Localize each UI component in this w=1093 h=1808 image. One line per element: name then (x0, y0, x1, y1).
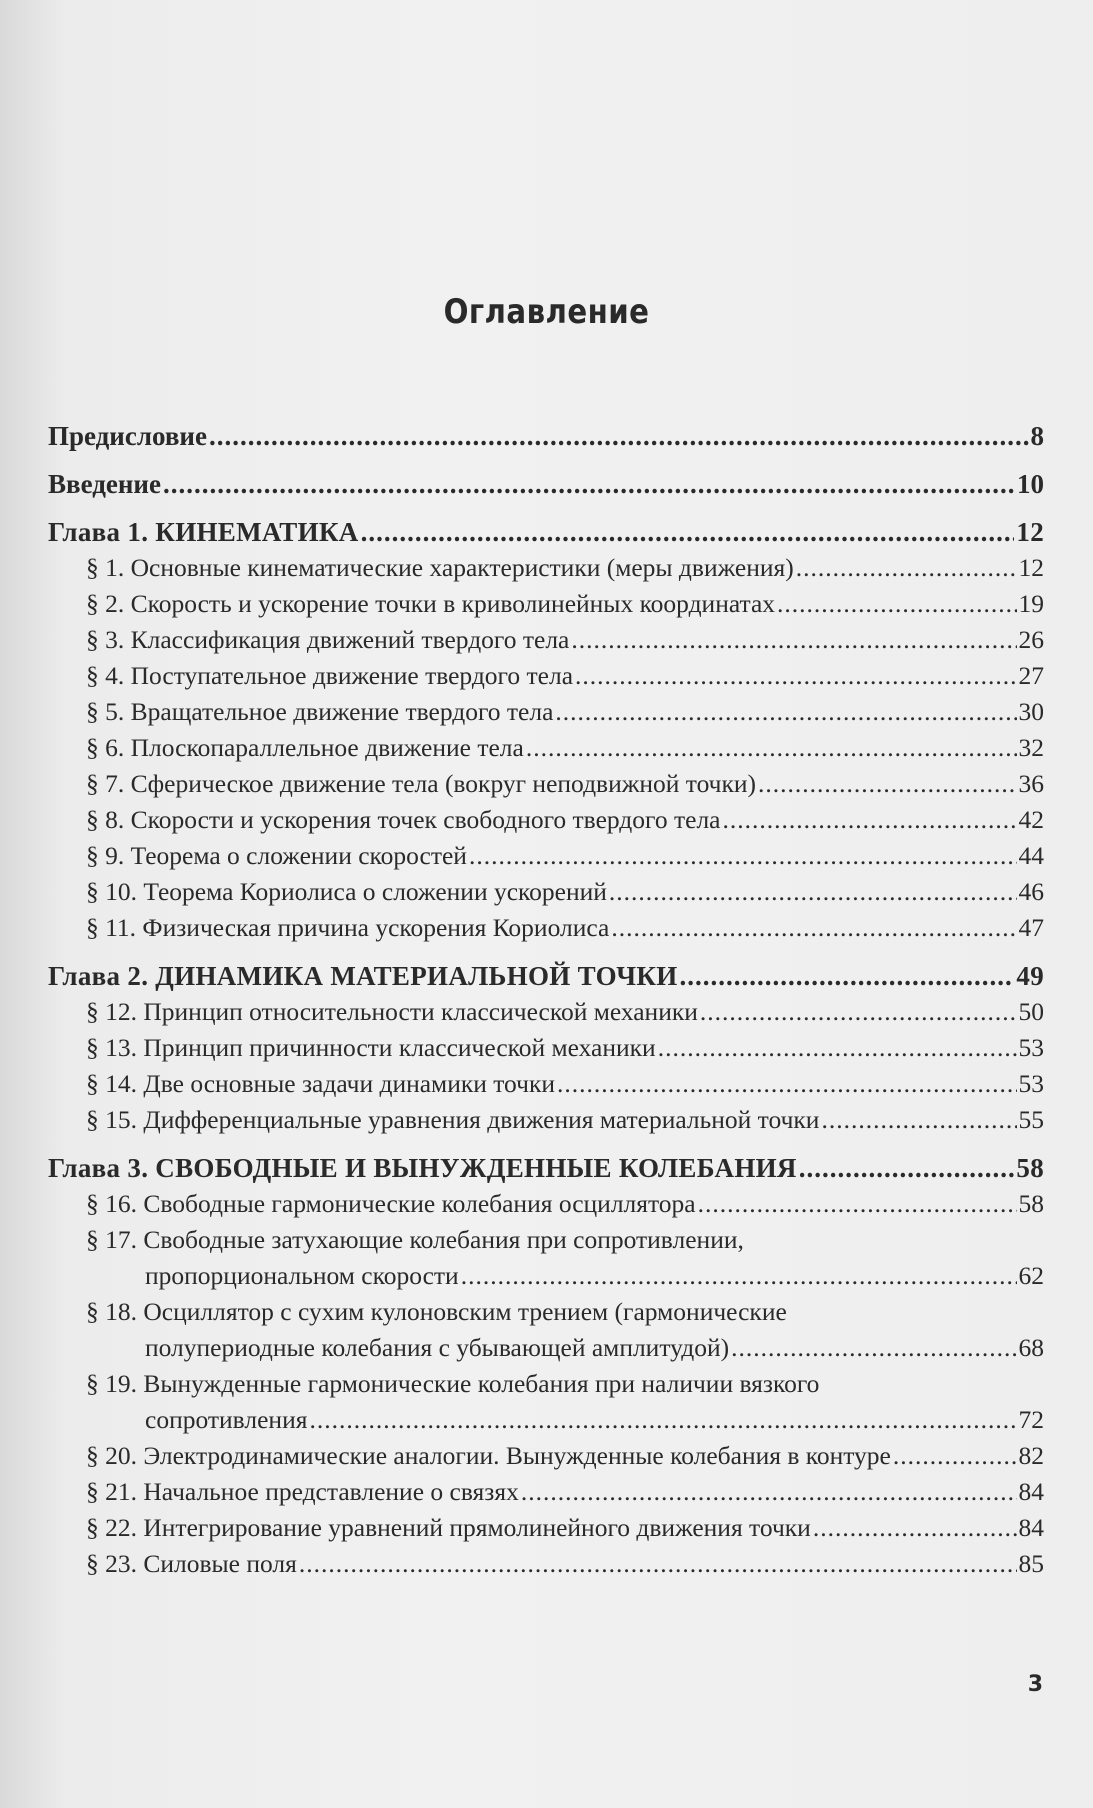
toc-page-number: 82 (1018, 1441, 1044, 1470)
leader-dots (611, 910, 1016, 946)
toc-section[interactable] (48, 1474, 1044, 1510)
toc-entry-introduction[interactable] (48, 466, 1044, 502)
leader-dots (299, 1546, 1017, 1582)
leader-dots (758, 766, 1016, 802)
section-label: § 13. Принцип причинности классической механики (86, 1033, 656, 1062)
leader-dots (893, 1438, 1017, 1474)
toc-page-number: 58 (1018, 1189, 1044, 1218)
leader-dots (609, 874, 1017, 910)
toc-page-number: 46 (1018, 877, 1044, 906)
leader-dots (680, 958, 1015, 994)
section-label: § 11. Физическая причина ускорения Кориолиса (86, 913, 610, 942)
section-label: § 15. Дифференциальные уравнения движения материальной точки (86, 1105, 820, 1134)
leader-dots (461, 1258, 1017, 1294)
toc-section[interactable] (48, 766, 1044, 802)
leader-dots (571, 622, 1016, 658)
toc-page-number: 12 (1016, 517, 1044, 547)
section-label: § 1. Основные кинематические характеристики (меры движения) (86, 553, 794, 582)
page-number: 3 (1027, 1672, 1043, 1697)
toc-page-number: 36 (1018, 769, 1044, 798)
toc-section[interactable] (48, 910, 1044, 946)
section-label: § 8. Скорости и ускорения точек свободного твердого тела (86, 805, 721, 834)
leader-dots (209, 418, 1029, 454)
toc-section[interactable] (48, 874, 1044, 910)
leader-dots (309, 1402, 1016, 1438)
section-label: § 4. Поступательное движение твердого тела (86, 661, 574, 690)
section-label: § 7. Сферическое движение тела (вокруг неподвижной точки) (86, 769, 757, 798)
section-label: § 3. Классификация движений твердого тела (86, 625, 570, 654)
leader-dots (521, 1474, 1017, 1510)
toc-page-number: 53 (1018, 1069, 1044, 1098)
toc-section[interactable] (48, 1222, 1044, 1294)
toc-page-number: 27 (1018, 661, 1044, 690)
section-label: § 16. Свободные гармонические колебания осциллятора (86, 1189, 696, 1218)
toc-section[interactable] (48, 1030, 1044, 1066)
toc-chapter-1[interactable] (48, 514, 1044, 550)
leader-dots (555, 694, 1016, 730)
section-label: § 14. Две основные задачи динамики точки (86, 1069, 556, 1098)
toc-page-number: 58 (1016, 1153, 1044, 1183)
page-title: Оглавление (443, 292, 650, 332)
section-label: § 9. Теорема о сложении скоростей (86, 841, 467, 870)
section-label: § 19. Вынужденные гармонические колебания при наличии вязкого (86, 1369, 820, 1398)
section-label: § 12. Принцип относительности классической механики (86, 997, 698, 1026)
toc-page-number: 50 (1018, 997, 1044, 1026)
chapter-label: Глава 1. КИНЕМАТИКА (48, 517, 359, 547)
toc-section[interactable] (48, 550, 1044, 586)
toc-section[interactable] (48, 1066, 1044, 1102)
toc-page-number: 72 (1018, 1405, 1044, 1434)
toc-page-number: 42 (1018, 805, 1044, 834)
toc-section[interactable] (48, 1294, 1044, 1366)
leader-dots (700, 994, 1017, 1030)
leader-dots (575, 658, 1016, 694)
section-label: § 6. Плоскопараллельное движение тела (86, 733, 524, 762)
section-label: § 20. Электродинамические аналогии. Вынужденные колебания в контуре (86, 1441, 891, 1470)
toc-section[interactable] (48, 994, 1044, 1030)
toc-page-number: 44 (1018, 841, 1044, 870)
toc-section[interactable] (48, 1186, 1044, 1222)
toc-page-number: 19 (1018, 589, 1044, 618)
toc-page-number: 85 (1018, 1549, 1044, 1578)
section-label-continuation: пропорциональном скорости (145, 1261, 459, 1290)
toc-page-number: 68 (1018, 1333, 1044, 1362)
leader-dots (731, 1330, 1016, 1366)
toc-section[interactable] (48, 586, 1044, 622)
toc-entry-label: Предисловие (48, 421, 207, 451)
leader-dots (821, 1102, 1016, 1138)
toc-page-number: 62 (1018, 1261, 1044, 1290)
toc-section[interactable] (48, 1438, 1044, 1474)
section-label: § 22. Интегрирование уравнений прямолинейного движения точки (86, 1513, 811, 1542)
leader-dots (799, 1150, 1015, 1186)
toc-section[interactable] (48, 838, 1044, 874)
toc-page-number: 26 (1018, 625, 1044, 654)
toc-entry-preface[interactable] (48, 418, 1044, 454)
section-label: § 2. Скорость и ускорение точки в криволинейных координатах (86, 589, 776, 618)
leader-dots (469, 838, 1017, 874)
toc-page-number: 55 (1018, 1105, 1044, 1134)
toc-page-number: 49 (1016, 961, 1044, 991)
toc-page-number: 12 (1018, 553, 1044, 582)
toc-section[interactable] (48, 622, 1044, 658)
section-label: § 5. Вращательное движение твердого тела (86, 697, 554, 726)
leader-dots (163, 466, 1015, 502)
toc-section[interactable] (48, 658, 1044, 694)
toc-page-number: 10 (1017, 469, 1044, 499)
toc-section[interactable] (48, 694, 1044, 730)
toc-page-number: 53 (1018, 1033, 1044, 1062)
toc-section[interactable] (48, 802, 1044, 838)
leader-dots (526, 730, 1017, 766)
leader-dots (813, 1510, 1017, 1546)
section-label: § 21. Начальное представление о связях (86, 1477, 519, 1506)
leader-dots (723, 802, 1017, 838)
leader-dots (796, 550, 1017, 586)
toc-page-number: 32 (1018, 733, 1044, 762)
toc-section[interactable] (48, 1510, 1044, 1546)
leader-dots (698, 1186, 1017, 1222)
toc-chapter-3[interactable] (48, 1150, 1044, 1186)
toc-section[interactable] (48, 1102, 1044, 1138)
section-label: § 18. Осциллятор с сухим кулоновским трением (гармонические (86, 1297, 787, 1326)
toc-page-number: 47 (1018, 913, 1044, 942)
toc-page-number: 8 (1030, 421, 1044, 451)
toc-section[interactable] (48, 1366, 1044, 1438)
chapter-label: Глава 2. ДИНАМИКА МАТЕРИАЛЬНОЙ ТОЧКИ (48, 961, 678, 991)
toc-chapter-2[interactable] (48, 958, 1044, 994)
toc-page-number: 30 (1018, 697, 1044, 726)
leader-dots (658, 1030, 1017, 1066)
section-label: § 17. Свободные затухающие колебания при сопротивлении, (86, 1225, 744, 1254)
toc-entry-label: Введение (48, 469, 161, 499)
toc-page-number: 84 (1018, 1477, 1044, 1506)
toc-section[interactable] (48, 1546, 1044, 1582)
leader-dots (777, 586, 1016, 622)
section-label: § 10. Теорема Кориолиса о сложении ускорений (86, 877, 607, 906)
toc-section[interactable] (48, 730, 1044, 766)
toc-page-number: 84 (1018, 1513, 1044, 1542)
chapter-label: Глава 3. СВОБОДНЫЕ И ВЫНУЖДЕННЫЕ КОЛЕБАНИЯ (48, 1153, 797, 1183)
leader-dots (361, 514, 1015, 550)
leader-dots (557, 1066, 1016, 1102)
section-label-continuation: полупериодные колебания с убывающей амплитудой) (145, 1333, 730, 1362)
section-label-continuation: сопротивления (145, 1405, 308, 1434)
section-label: § 23. Силовые поля (86, 1549, 297, 1578)
table-of-contents (48, 418, 1044, 1582)
